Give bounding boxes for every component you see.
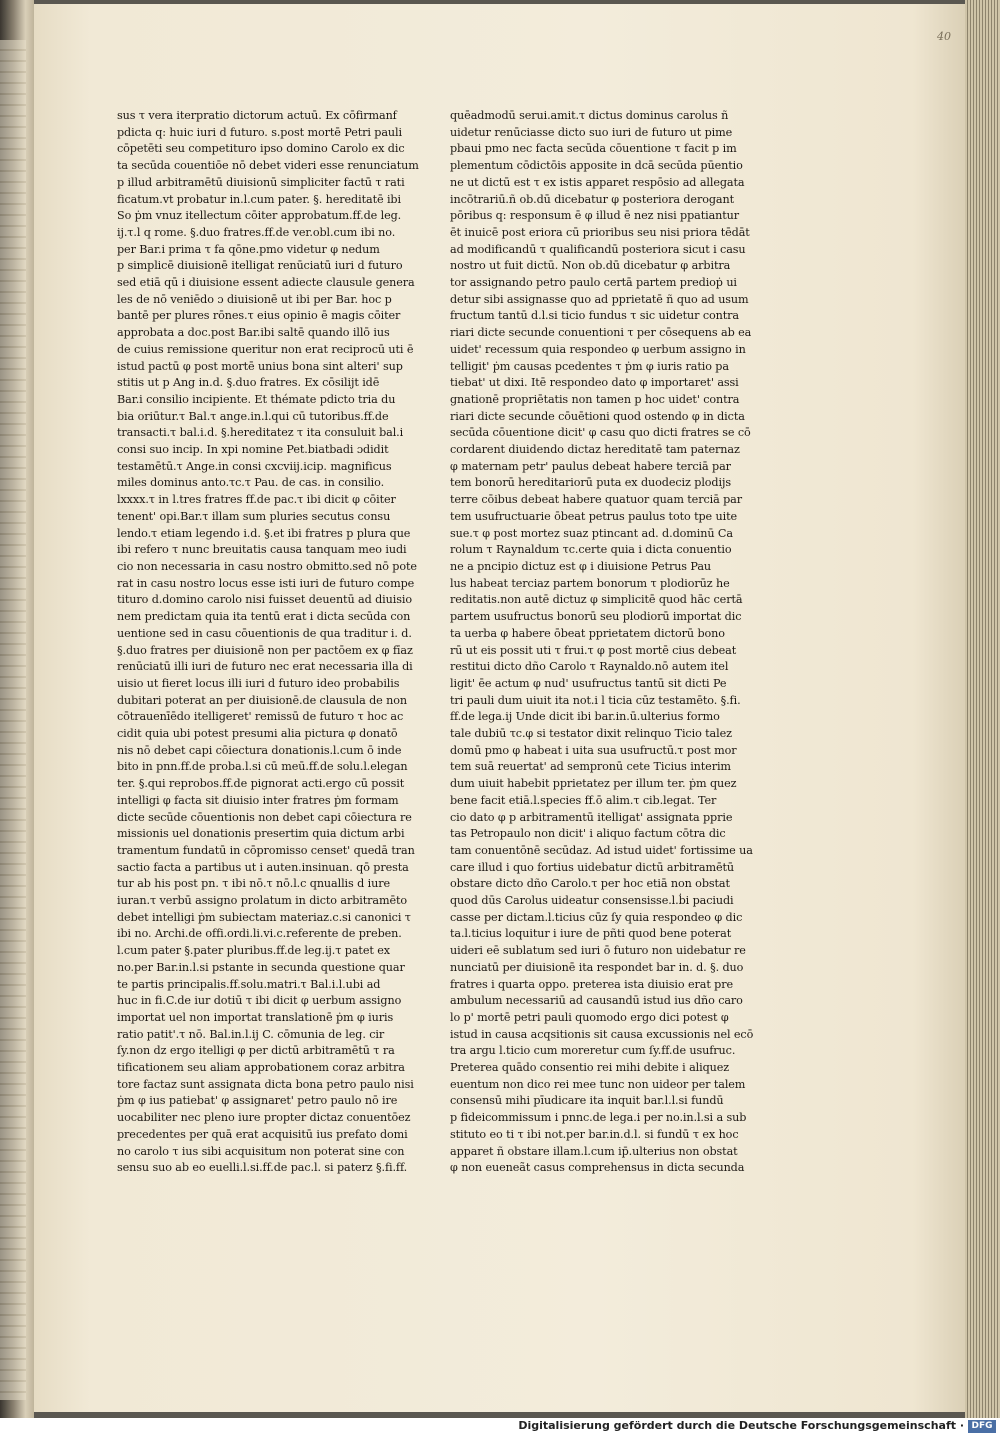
text-line: obstare dicto dño Carolo.τ per hoc etiā non obstat bbox=[450, 877, 730, 891]
text-line: intelligi φ facta sit diuisio inter fratres ṗm formam bbox=[117, 793, 399, 807]
text-line: cordarent diuidendo dictaz hereditatē tam paternaz bbox=[450, 443, 740, 457]
text-line: sensu suo ab eo euelli.l.si.ff.de pac.l. si paterz §.fi.ff. bbox=[117, 1161, 408, 1175]
text-line: ambulum necessariū ad causandū istud ius dño caro bbox=[450, 994, 743, 1008]
text-line: testamētū.τ Ange.in consi cxcviij.icip. magnificus bbox=[117, 459, 392, 473]
text-line: istud in causa acqsitionis sit causa excussionis nel ecō bbox=[450, 1027, 754, 1041]
text-line: dubitari poterat an per diuisionē.de clausula de non bbox=[117, 693, 408, 707]
text-line: ta.l.ticius loquitur i iure de pñti quod bene poterat bbox=[450, 927, 732, 941]
dfg-logo: DFG bbox=[968, 1420, 996, 1433]
text-line: lo p' mortē petri pauli quomodo ergo dici potest φ bbox=[450, 1010, 729, 1024]
text-line: sactio facta a partibus ut i auten.insinuan. qō presta bbox=[117, 860, 409, 874]
text-line: de cuius remissione queritur non erat reciprocū uti ē bbox=[117, 342, 414, 356]
text-line: quēadmodū serui.amit.τ dictus dominus carolus ñ bbox=[450, 109, 729, 122]
text-line: reditatis.non autē dictuz φ simplicitē quod hāc certā bbox=[450, 593, 743, 607]
text-line: ſy.non dz ergo itelligi φ per dictū arbitramētū τ ra bbox=[117, 1044, 395, 1058]
left-page-strip bbox=[0, 40, 26, 1400]
text-line: cōtrauenīēdo itelligeret' remissū de futuro τ hoc ac bbox=[117, 710, 404, 724]
text-line: So ṗm vnuz itellectum cōiter approbatum.ff.de leg. bbox=[117, 209, 402, 223]
text-line: tem usufructuarie ōbeat petrus paulus toto tpe uite bbox=[450, 509, 738, 523]
text-line: uocabiliter nec pleno iure propter dictaz conuentōez bbox=[117, 1111, 411, 1125]
text-line: tenent' opi.Bar.τ illam sum pluries secutus consu bbox=[117, 509, 391, 523]
text-line: consensū mihi pīudicare ita inquit bar.l.l.si fundū bbox=[450, 1094, 724, 1108]
text-line: bene facit etiā.l.species ff.ō alim.τ cib.legat. Ter bbox=[450, 793, 717, 807]
text-line: tore factaz sunt assignata dicta bona petro paulo nisi bbox=[117, 1077, 414, 1091]
text-line: bia oriūtur.τ Bal.τ ange.in.l.qui cū tutoribus.ff.de bbox=[117, 409, 389, 423]
text-line: sue.τ φ post mortez suaz ptincant ad. d.dominū Ca bbox=[450, 526, 733, 540]
text-line: tri pauli dum uiuit ita not.i l ticia cūz testamēto. §.fi. bbox=[450, 693, 741, 707]
text-line: uidetur renūciasse dicto suo iuri de futuro ut pime bbox=[450, 125, 733, 139]
text-line: Bar.i consilio incipiente. Et thémate pdicto tria du bbox=[117, 392, 396, 406]
text-line: ij.τ.l q rome. §.duo fratres.ff.de ver.obl.cum ibi no. bbox=[117, 225, 396, 239]
text-line: φ maternam petr' paulus debeat habere terciā par bbox=[450, 459, 731, 473]
text-line: ṗm φ ius patiebat' φ assignaret' petro paulo nō ire bbox=[117, 1094, 398, 1108]
text-line: care illud i quo fortius uidebatur dictū arbitramētū bbox=[450, 860, 734, 874]
text-line: ligit' ēe actum φ nud' usufructus tantū sit dicti Pe bbox=[450, 676, 727, 690]
text-line: les de nō veniēdo ɔ diuisionē ut ibi per Bar. hoc p bbox=[117, 292, 392, 306]
text-line: sed etiā qū i diuisione essent adiecte clausule genera bbox=[117, 276, 415, 290]
text-line: debet intelligi ṗm subiectam materiaz.c.si canonici τ bbox=[117, 910, 411, 924]
text-line: Preterea quādo consentio rei mihi debite i aliquez bbox=[450, 1061, 730, 1075]
text-line: detur sibi assignasse quo ad pprietatē ñ quo ad usum bbox=[450, 292, 749, 306]
text-line: plementum cōdictōis apposite in dcā secūda pūentio bbox=[450, 159, 743, 173]
text-line: incōtrariū.ñ ob.dū dicebatur φ posteriora derogant bbox=[450, 192, 734, 206]
text-line: riari dicte secunde cōuētioni quod ostendo φ in dicta bbox=[450, 409, 745, 423]
text-line: bito in pnn.ff.de proba.l.si cū meū.ff.de solu.l.elegan bbox=[117, 760, 408, 774]
text-line: tem suā reuertat' ad sempronū cete Ticius interim bbox=[450, 760, 731, 774]
text-line: uidet' recessum quia respondeo φ uerbum assigno in bbox=[450, 342, 746, 356]
text-line: te partis principalis.ff.solu.matri.τ Bal.i.l.ubi ad bbox=[117, 977, 381, 991]
text-line: tituro d.domino carolo nisi fuisset deuentū ad diuisio bbox=[117, 593, 412, 607]
text-line: partem usufructus bonorū seu plodiorū importat dic bbox=[450, 610, 742, 624]
text-line: p fideicommissum i pnnc.de lega.i per no.in.l.si a sub bbox=[450, 1111, 747, 1125]
text-line: quod dūs Carolus uideatur consensisse.l.ḃi paciudi bbox=[450, 894, 734, 908]
text-line: tem bonorū hereditariorū puta ex duodeciz plodijs bbox=[450, 476, 731, 490]
text-line: ta uerba φ habere ōbeat pprietatem dictorū bono bbox=[450, 626, 725, 640]
text-line: l.cum pater §.pater pluribus.ff.de leg.ij.τ patet ex bbox=[117, 944, 390, 958]
text-line: cidit quia ubi potest presumi alia pictura φ donatō bbox=[117, 727, 398, 741]
text-line: terre cōibus debeat habere quatuor quam terciā par bbox=[450, 493, 742, 507]
text-line: stitis ut p Ang in.d. §.duo fratres. Ex cōsilijt idē bbox=[117, 376, 380, 390]
text-line: restitui dicto dño Carolo τ Raynaldo.nō autem itel bbox=[450, 660, 729, 674]
text-line: cio dato φ p arbitramentū itelligat' assignata pprie bbox=[450, 810, 733, 824]
folio-number: 40 bbox=[937, 30, 951, 43]
text-line: lus habeat terciaz partem bonorum τ plodiorūz he bbox=[450, 576, 730, 590]
text-line: pōribus q: responsum ē φ illud ē nez nisi ppatiantur bbox=[450, 209, 740, 223]
text-line: ne a pncipio dictuz est φ i diuisione Petrus Pau bbox=[450, 559, 711, 573]
text-line: importat uel non importat translationē ṗm φ iuris bbox=[117, 1010, 394, 1024]
text-line: ff.de lega.ij Unde dicit ibi bar.in.ū.ulterius formo bbox=[450, 710, 720, 724]
text-line: rolum τ Raynaldum τc.certe quia i dicta conuentio bbox=[450, 543, 732, 557]
text-line: lendo.τ etiam legendo i.d. §.et ibi fratres p plura que bbox=[117, 526, 411, 540]
text-line: tra argu l.ticio cum moreretur cum ſy.ff.de usufruc. bbox=[450, 1044, 736, 1058]
text-line: secūda cōuentione dicit' φ casu quo dicti fratres se cō bbox=[450, 426, 751, 440]
text-line: ibi no. Archi.de offi.ordi.li.vi.c.referente de preben. bbox=[117, 927, 402, 941]
text-line: pbaui pmo nec facta secūda cōuentione τ facit p im bbox=[450, 142, 737, 156]
text-line: ficatum.vt probatur in.l.cum pater. §. hereditatē ibi bbox=[117, 192, 401, 206]
footer-bar bbox=[0, 1418, 1000, 1436]
text-line: bantē per plures rōnes.τ eius opinio ē magis cōiter bbox=[117, 309, 401, 323]
text-line: rū ut eis possit uti τ frui.τ φ post mortē cius debeat bbox=[450, 643, 737, 657]
text-line: riari dicte secunde conuentioni τ per cōsequens ab ea bbox=[450, 326, 752, 340]
text-line: tam conuentōnē secūdaz. Ad istud uidet' fortissime ua bbox=[450, 843, 753, 857]
text-line: p simplicē diuisionē itelligat renūciatū iuri d futuro bbox=[117, 259, 403, 273]
text-line: approbata a doc.post Bar.ibi saltē quando illō ius bbox=[117, 326, 390, 340]
text-column-left bbox=[117, 108, 419, 1177]
text-line: missionis uel donationis presertim quia dictum arbi bbox=[117, 827, 405, 841]
text-line: domū pmo φ habeat i uita sua usufructū.τ post mor bbox=[450, 743, 737, 757]
text-line: consi suo incip. In xpi nomine Pet.biatbadi ɔdidit bbox=[117, 443, 389, 457]
text-line: telligit' ṗm causas pcedentes τ ṗm φ iuris ratio pa bbox=[450, 359, 729, 373]
text-line: ratio patit'.τ nō. Bal.in.l.ij C. cōmunia de leg. cir bbox=[117, 1027, 385, 1041]
text-line: miles dominus anto.τc.τ Pau. de cas. in consilio. bbox=[117, 476, 385, 490]
text-line: fructum tantū d.l.si ticio fundus τ sic uidetur contra bbox=[450, 309, 739, 323]
text-line: apparet ñ obstare illam.l.cum ip̄.ulterius non obstat bbox=[450, 1144, 738, 1158]
text-line: ta secūda couentiōe nō debet videri esse renunciatum bbox=[117, 159, 419, 173]
text-line: nem predictam quia ita tentū erat i dicta secūda con bbox=[117, 610, 411, 624]
text-line: ēt inuicē post eriora cū prioribus seu nisi priora tēdāt bbox=[450, 225, 750, 239]
text-line: uideri eē sublatum sed iuri ō futuro non uidebatur re bbox=[450, 944, 746, 958]
text-line: precedentes per quā erat acquisitū ius prefato domi bbox=[117, 1127, 408, 1141]
text-line: no.per Bar.in.l.si pstante in secunda questione quar bbox=[117, 960, 405, 974]
text-line: lxxxx.τ in l.tres fratres ff.de pac.τ ibi dicit φ cōiter bbox=[117, 493, 396, 507]
text-line: sus τ vera iterpratio dictorum actuū. Ex cōfirmanf bbox=[117, 109, 397, 122]
text-line: casse per dictam.l.ticius cūz ſy quia respondeo φ dic bbox=[450, 910, 743, 924]
text-line: φ non eueneãt casus comprehensus in dicta secunda bbox=[450, 1161, 745, 1175]
text-line: no carolo τ ius sibi acquisitum non poterat sine con bbox=[117, 1144, 405, 1158]
text-column-right bbox=[450, 108, 754, 1177]
text-line: fratres i quarta oppo. preterea ista diuisio erat pre bbox=[450, 977, 734, 991]
text-line: stituto eo ti τ ibi not.per bar.in.d.l. si fundū τ ex hoc bbox=[450, 1127, 739, 1141]
text-line: pdicta q: huic iuri d futuro. s.post mortē Petri pauli bbox=[117, 125, 402, 139]
text-line: uentione sed in casu cōuentionis de qua traditur i. d. bbox=[117, 626, 412, 640]
text-line: tas Petropaulo non dicit' i aliquo factum cōtra dic bbox=[450, 827, 726, 841]
text-line: dicte secūde cōuentionis non debet capi cōiectura re bbox=[117, 810, 412, 824]
text-line: tur ab his post pn. τ ibi nō.τ nō.l.c qnuallis d iure bbox=[117, 877, 391, 891]
text-line: tor assignando petro paulo certā partem predioṗ ui bbox=[450, 276, 737, 290]
text-line: renūciatū illi iuri de futuro nec erat necessaria illa di bbox=[117, 660, 413, 674]
text-line: iuran.τ verbū assigno prolatum in dicto arbitramēto bbox=[117, 894, 408, 908]
text-line: §.duo fratres per diuisionē non per pactōem ex φ fīaz bbox=[117, 643, 413, 657]
text-line: istud pactū φ post mortē unius bona sint alteri' sup bbox=[117, 359, 403, 373]
text-line: cōpetēti seu competituro ipso domino Carolo ex dic bbox=[117, 142, 405, 156]
text-line: ibi refero τ nunc breuitatis causa tanquam meo iudi bbox=[117, 543, 407, 557]
text-line: euentum non dico rei mee tunc non uideor per talem bbox=[450, 1077, 746, 1091]
text-line: uisio ut fieret locus illi iuri d futuro ideo probabilis bbox=[117, 676, 400, 690]
text-line: dum uiuit habebit pprietatez per illum ter. ṗm quez bbox=[450, 777, 737, 791]
text-line: gnationē propriētatis non tamen p hoc uidet' contra bbox=[450, 392, 740, 406]
text-line: ter. §.qui reprobos.ff.de pignorat acti.ergo cū possit bbox=[117, 777, 405, 791]
page-stack-edge bbox=[965, 0, 1000, 1418]
text-line: tificationem seu aliam approbationem coraz arbitra bbox=[117, 1061, 405, 1075]
text-line: huc in fi.C.de iur dotiū τ ibi dicit φ uerbum assigno bbox=[117, 994, 402, 1008]
text-line: nunciatū per diuisionē ita respondet bar in. d. §. duo bbox=[450, 960, 744, 974]
text-line: tale dubiū τc.φ si testator dixit relinquo Ticio talez bbox=[450, 727, 732, 741]
text-line: per Bar.i prima τ fa qōne.pmo videtur φ nedum bbox=[117, 242, 380, 256]
text-line: nis nō debet capi cōiectura donationis.l.cum ō inde bbox=[117, 743, 402, 757]
text-line: nostro ut fuit dictū. Non ob.dū dicebatur φ arbitra bbox=[450, 259, 731, 273]
text-line: p illud arbitramētū diuisionū simpliciter factū τ rati bbox=[117, 175, 405, 189]
text-line: tiebat' ut dixi. Itē respondeo dato φ importaret' assi bbox=[450, 376, 739, 390]
text-line: cio non necessaria in casu nostro obmitto.sed nō pote bbox=[117, 559, 417, 573]
text-line: tramentum fundatū in cōpromisso censet' quedā tran bbox=[117, 843, 415, 857]
text-line: ad modificandū τ qualificandū posteriora sicut i casu bbox=[450, 242, 746, 256]
text-line: transacti.τ bal.i.d. §.hereditatez τ ita consuluit bal.i bbox=[117, 426, 404, 440]
funding-credit: Digitalisierung gefördert durch die Deutsche Forschungsgemeinschaft · bbox=[518, 1419, 964, 1432]
text-line: rat in casu nostro locus esse isti iuri de futuro compe bbox=[117, 576, 415, 590]
text-line: ne ut dictū est τ ex istis apparet respōsio ad allegata bbox=[450, 175, 745, 189]
